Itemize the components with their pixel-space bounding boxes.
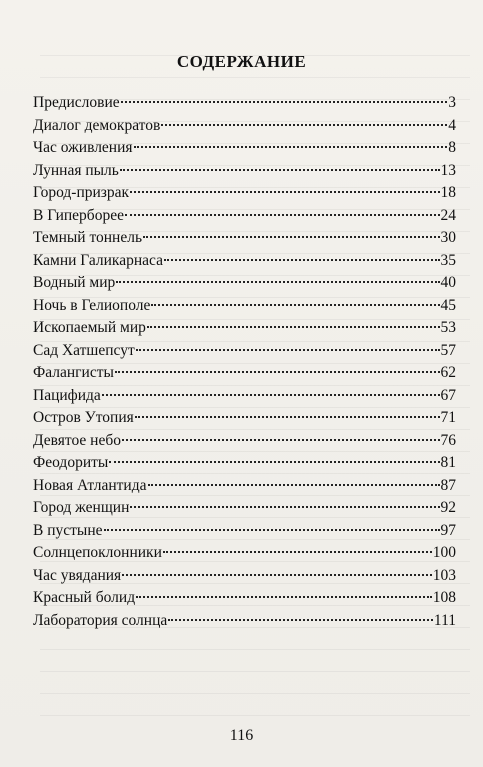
toc-entry-page: 92 xyxy=(440,499,456,516)
dot-leader xyxy=(148,484,440,486)
toc-entry xyxy=(33,610,456,633)
toc-entry-page: 57 xyxy=(440,341,456,359)
toc-entry-title: Темный тоннель xyxy=(33,229,143,246)
dot-leader xyxy=(121,101,448,103)
toc-entry xyxy=(33,520,456,543)
toc-entry xyxy=(33,542,456,565)
dot-leader xyxy=(168,619,433,621)
dot-leader xyxy=(115,371,440,373)
toc-entry xyxy=(33,272,456,295)
dot-leader xyxy=(143,236,439,238)
toc-entry-title: Ночь в Гелиополе xyxy=(33,296,151,314)
toc-entry xyxy=(33,160,456,183)
toc-entry-page: 81 xyxy=(440,454,456,471)
toc-entry-page: 67 xyxy=(440,386,456,404)
toc-entry-title: Остров Утопия xyxy=(33,409,134,426)
toc-entry xyxy=(33,385,456,408)
toc-entry-title: Пацифида xyxy=(33,386,101,404)
toc-entry-page: 13 xyxy=(440,161,456,179)
toc-entry-page: 100 xyxy=(432,544,456,561)
toc-entry xyxy=(33,317,456,340)
toc-entry xyxy=(33,362,456,385)
dot-leader xyxy=(163,551,432,553)
toc-entry-title: Девятое небо xyxy=(33,431,121,449)
toc-entry-title: Феодориты xyxy=(33,454,109,471)
toc-entry-page: 3 xyxy=(448,94,456,111)
dot-leader xyxy=(122,439,440,441)
toc-entry-page: 45 xyxy=(440,296,456,314)
toc-entry-title: Город женщин xyxy=(33,499,130,516)
toc-entry-title: В Гиперборее xyxy=(33,206,124,224)
toc-entry-page: 4 xyxy=(448,116,456,134)
dot-leader xyxy=(151,304,439,306)
toc-entry-page: 53 xyxy=(440,319,456,336)
toc-entry-title: Предисловие xyxy=(33,94,120,111)
page-number: 116 xyxy=(229,727,254,744)
toc-entry xyxy=(33,137,456,160)
toc-entry xyxy=(33,587,456,610)
dot-leader xyxy=(122,574,432,576)
toc-entry xyxy=(33,497,456,520)
toc-entry xyxy=(33,205,456,228)
dot-leader xyxy=(147,326,440,328)
dot-leader xyxy=(102,394,440,396)
toc-entry xyxy=(33,475,456,498)
toc-entry xyxy=(33,407,456,430)
toc-entry xyxy=(33,182,456,205)
dot-leader xyxy=(135,416,440,418)
table-of-contents xyxy=(33,92,456,632)
toc-entry-title: Диалог демократов xyxy=(33,116,161,134)
dot-leader xyxy=(136,349,440,351)
toc-entry-title: Камни Галикарнаса xyxy=(33,251,163,269)
toc-entry xyxy=(33,250,456,273)
toc-entry-title: Солнцепоклонники xyxy=(33,544,162,561)
toc-entry-title: Ископаемый мир xyxy=(33,319,146,336)
dot-leader xyxy=(134,146,448,148)
toc-entry xyxy=(33,565,456,588)
toc-entry xyxy=(33,295,456,318)
toc-entry-title: Сад Хатшепсут xyxy=(33,341,135,359)
toc-entry-title: Лаборатория солнца xyxy=(33,611,168,629)
toc-heading: СОДЕРЖАНИЕ xyxy=(176,52,307,71)
dot-leader xyxy=(116,281,439,283)
toc-entry xyxy=(33,115,456,138)
toc-entry-page: 62 xyxy=(440,364,456,381)
toc-entry-page: 76 xyxy=(440,431,456,449)
dot-leader xyxy=(161,124,447,126)
toc-entry xyxy=(33,430,456,453)
toc-entry-title: Новая Атлантида xyxy=(33,476,147,494)
toc-entry-title: Фалангисты xyxy=(33,364,114,381)
toc-entry-title: Час оживления xyxy=(33,139,133,156)
toc-entry-page: 97 xyxy=(440,521,456,539)
toc-entry-page: 8 xyxy=(448,139,456,156)
toc-entry-title: В пустыне xyxy=(33,521,103,539)
dot-leader xyxy=(164,259,440,261)
toc-entry-page: 108 xyxy=(432,589,456,606)
toc-entry-page: 35 xyxy=(440,251,456,269)
toc-entry xyxy=(33,452,456,475)
toc-entry xyxy=(33,340,456,363)
dot-leader xyxy=(130,191,439,193)
dot-leader xyxy=(136,596,432,598)
dot-leader xyxy=(125,214,440,216)
toc-entry-page: 71 xyxy=(440,409,456,426)
dot-leader xyxy=(109,461,439,463)
toc-entry-title: Час увядания xyxy=(33,566,122,584)
toc-entry-page: 103 xyxy=(432,566,456,584)
toc-entry-page: 87 xyxy=(440,476,456,494)
toc-entry-title: Водный мир xyxy=(33,274,116,291)
dot-leader xyxy=(104,529,440,531)
toc-entry xyxy=(33,92,456,115)
toc-entry-title: Красный болид xyxy=(33,589,136,606)
toc-entry xyxy=(33,227,456,250)
toc-entry-title: Лунная пыль xyxy=(33,161,119,179)
toc-entry-title: Город-призрак xyxy=(33,184,130,201)
toc-entry-page: 30 xyxy=(440,229,456,246)
toc-entry-page: 18 xyxy=(440,184,456,201)
toc-entry-page: 24 xyxy=(440,206,456,224)
dot-leader xyxy=(120,169,440,171)
dot-leader xyxy=(130,506,439,508)
toc-entry-page: 111 xyxy=(433,611,456,629)
toc-entry-page: 40 xyxy=(440,274,456,291)
